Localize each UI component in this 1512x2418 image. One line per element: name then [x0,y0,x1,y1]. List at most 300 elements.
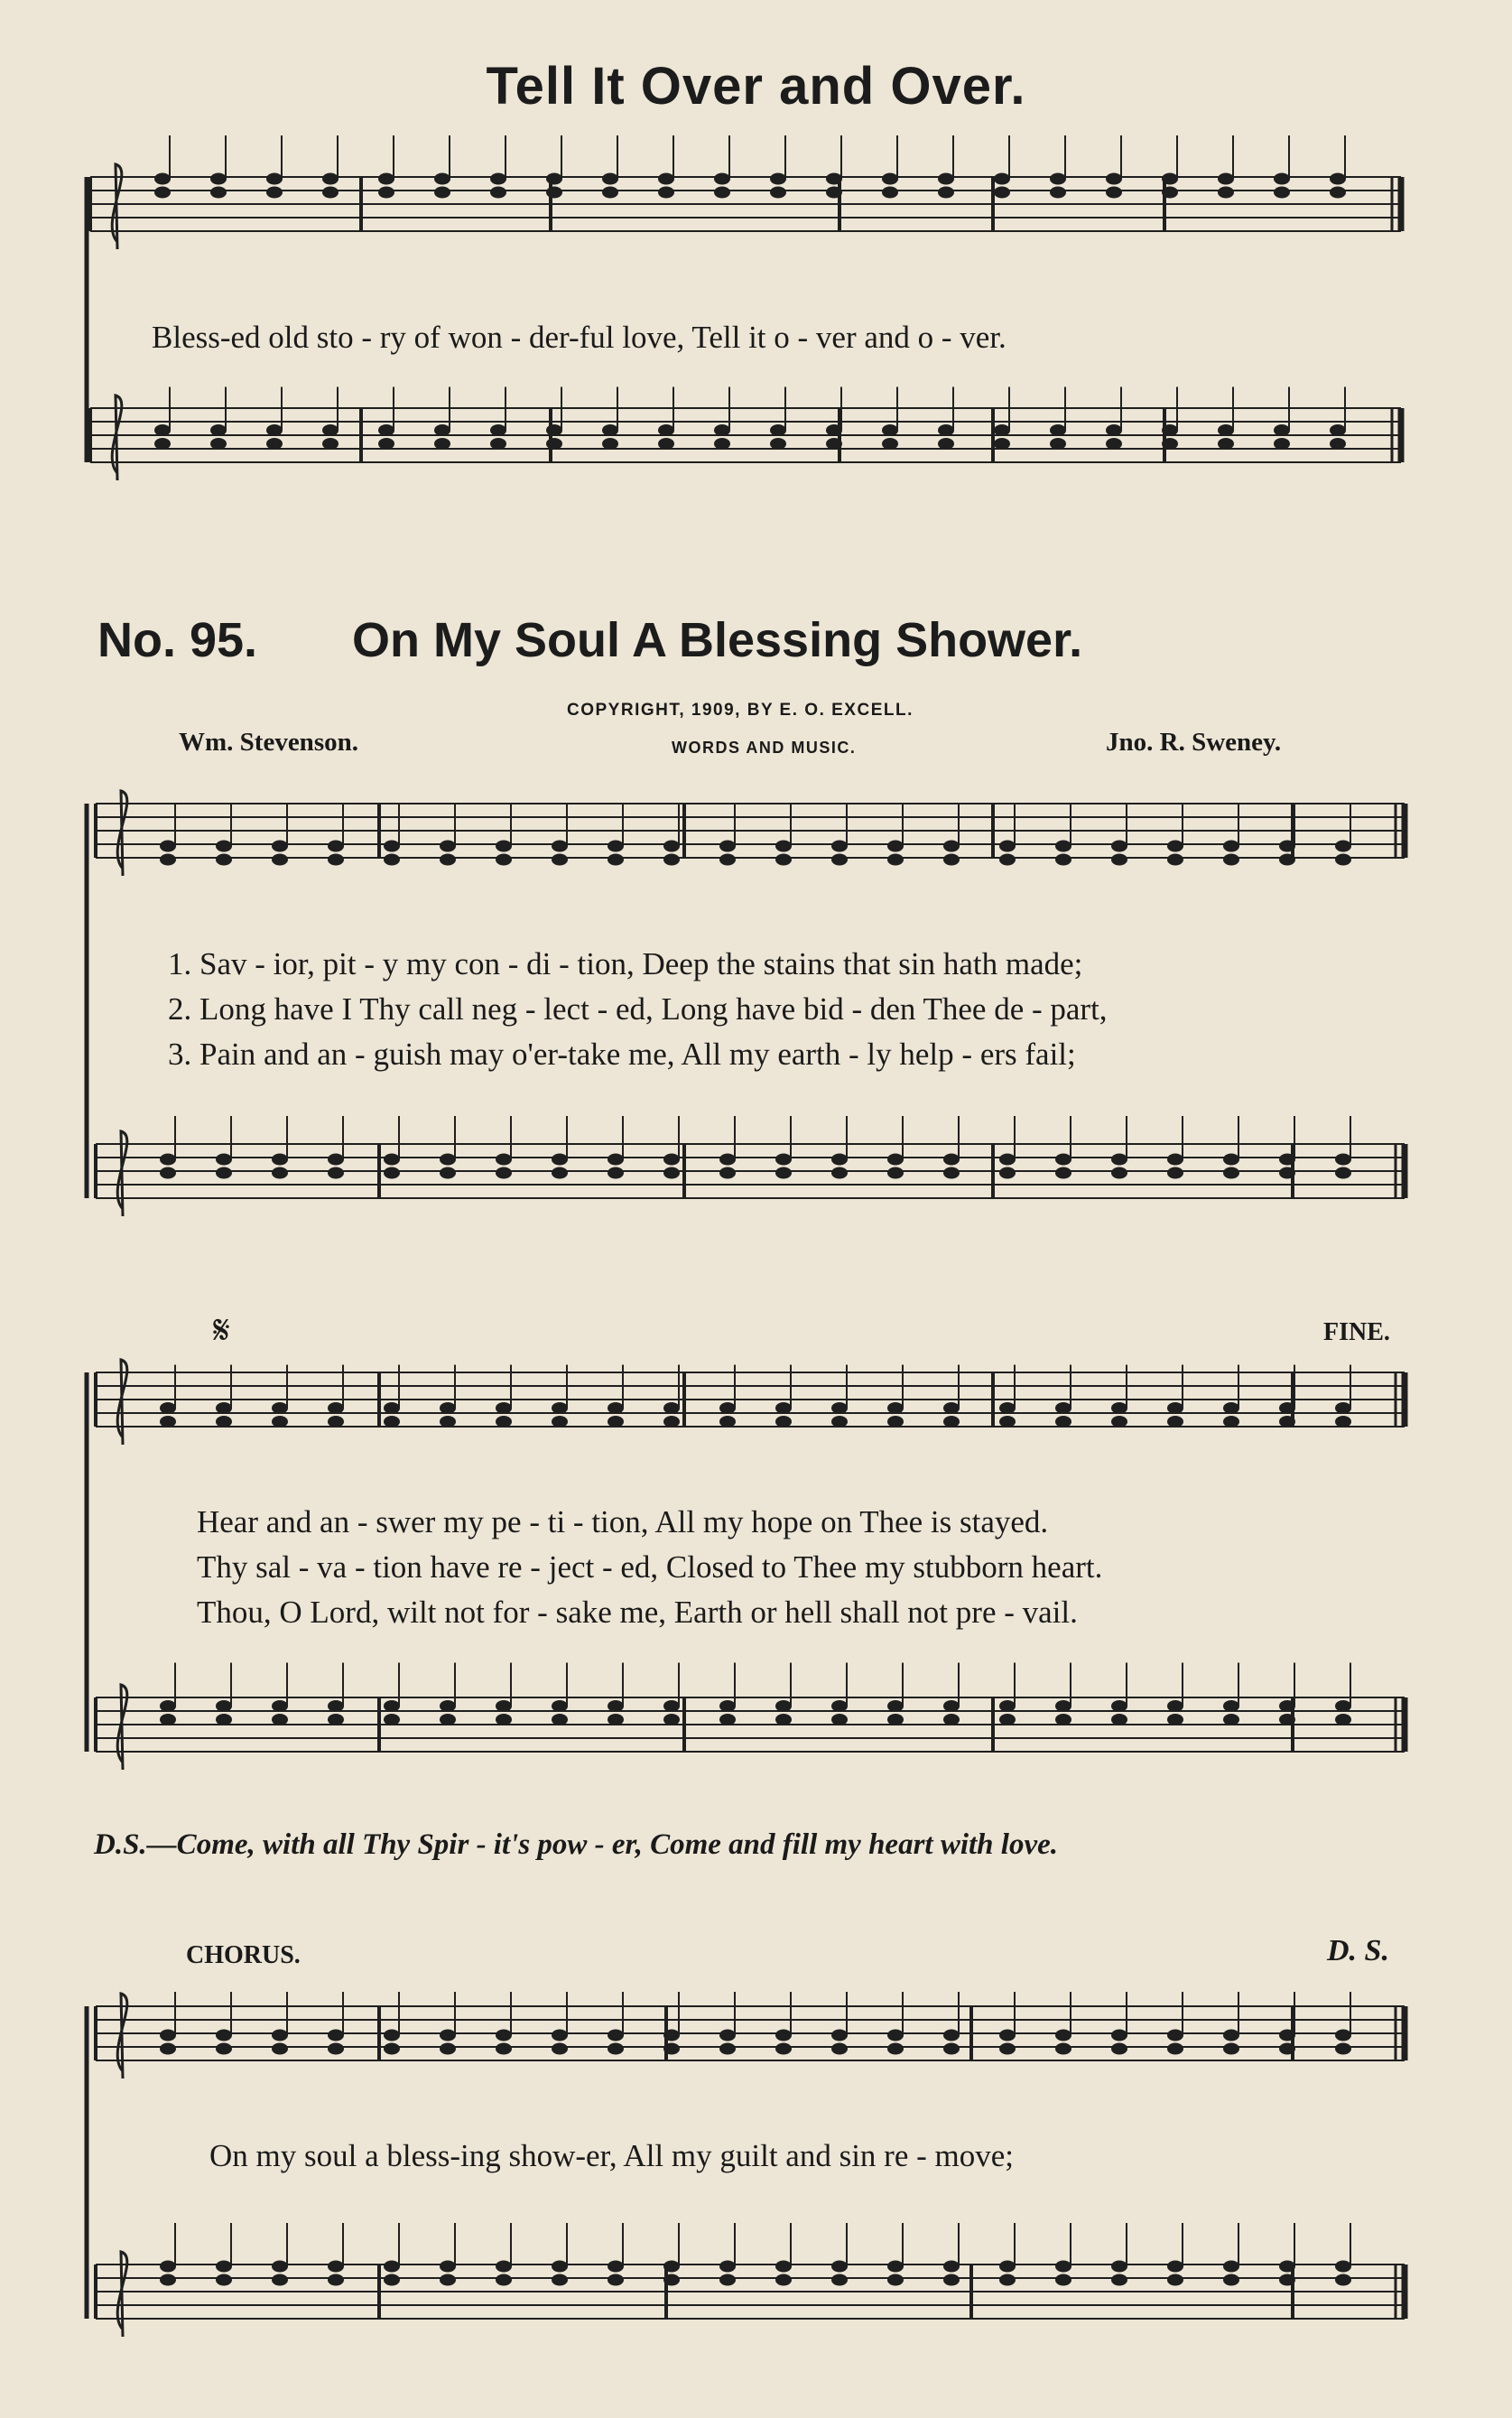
notehead [552,1416,568,1428]
notehead [943,2274,960,2286]
notehead [440,2043,456,2055]
notehead [999,841,1016,852]
verse-line-2b: Thy sal - va - tion have re - ject - ed, Closed to Thee my stubborn heart. [197,1549,1103,1585]
notehead [1050,187,1066,199]
notehead [1055,2030,1071,2041]
notehead [663,854,680,866]
notehead [1274,173,1290,185]
notehead [160,1167,176,1179]
notehead [1106,438,1122,450]
notehead [608,841,624,852]
notehead [1335,1402,1351,1414]
notehead [608,2030,624,2041]
notehead [272,2274,288,2286]
notehead [831,1714,848,1725]
notehead [775,1154,792,1166]
notehead [440,2261,456,2273]
hymn-number: No. 95. [97,613,258,667]
notehead [602,173,618,185]
notehead [160,1154,176,1166]
notehead [154,438,171,450]
notehead [1335,1700,1351,1712]
notehead [1218,187,1234,199]
notehead [216,1402,232,1414]
notehead [1111,1154,1127,1166]
notehead [608,1154,624,1166]
top-hymn-lyric: Bless-ed old sto - ry of won - der-ful love, Tell it o - ver and o - ver. [152,320,1006,355]
notehead [658,173,674,185]
notehead [384,1714,400,1725]
notehead [1218,173,1234,185]
notehead [490,173,506,185]
verse-line-1b: Hear and an - swer my pe - ti - tion, All my hope on Thee is stayed. [197,1504,1049,1539]
notehead [608,854,624,866]
notehead [552,2043,568,2055]
notehead [384,1154,400,1166]
notehead [775,841,792,852]
notehead [663,841,680,852]
notehead [831,1402,848,1414]
notehead [440,1154,456,1166]
notehead [496,1154,512,1166]
notehead [887,1402,904,1414]
notehead [938,424,954,436]
notehead [775,2043,792,2055]
notehead [1055,1402,1071,1414]
notehead [658,424,674,436]
notehead [999,1416,1016,1428]
notehead [1167,1700,1183,1712]
notehead [714,173,730,185]
chorus-label: CHORUS. [186,1941,301,1969]
notehead [994,424,1010,436]
notehead [384,1416,400,1428]
notehead [999,2261,1016,2273]
notehead [272,854,288,866]
notehead [1111,2261,1127,2273]
notehead [328,2261,344,2273]
notehead [1111,841,1127,852]
notehead [1223,854,1239,866]
notehead [496,1167,512,1179]
notehead [943,1700,960,1712]
notehead [1055,2043,1071,2055]
notehead [160,2043,176,2055]
notehead [1167,841,1183,852]
notehead [1330,438,1346,450]
verse-line-3a: 3. Pain and an - guish may o'er-take me, All my earth - ly help - ers fail; [168,1037,1076,1072]
notehead [602,187,618,199]
notehead [216,1700,232,1712]
notehead [210,424,227,436]
notehead [440,1402,456,1414]
notehead [552,1700,568,1712]
notehead [272,1167,288,1179]
notehead [328,2043,344,2055]
top-hymn-title: Tell It Over and Over. [486,57,1026,116]
notehead [882,187,898,199]
notehead [775,1700,792,1712]
notehead [552,1714,568,1725]
notehead [154,424,171,436]
notehead [160,1416,176,1428]
notehead [602,438,618,450]
notehead [496,1714,512,1725]
notehead [1335,1154,1351,1166]
notehead [831,841,848,852]
notehead [1167,2261,1183,2273]
notehead [719,1714,736,1725]
notehead [887,2043,904,2055]
notehead [1330,173,1346,185]
notehead [328,2274,344,2286]
notehead [328,1167,344,1179]
notehead [943,1402,960,1414]
notehead [999,2043,1016,2055]
notehead [938,438,954,450]
notehead [384,2274,400,2286]
notehead [1330,424,1346,436]
notehead [210,187,227,199]
ds-lyric-line: D.S.—Come, with all Thy Spir - it's pow - er, Come and fill my heart with love. [94,1828,1058,1861]
notehead [552,2030,568,2041]
notehead [1223,1402,1239,1414]
notehead [831,854,848,866]
notehead [663,1416,680,1428]
notehead [999,2274,1016,2286]
notehead [1223,841,1239,852]
notehead [272,1154,288,1166]
notehead [216,1154,232,1166]
notehead [775,1402,792,1414]
notehead [887,854,904,866]
notehead [770,173,786,185]
notehead [887,1714,904,1725]
notehead [887,2030,904,2041]
notehead [887,1167,904,1179]
notehead [496,1402,512,1414]
notehead [552,1402,568,1414]
notehead [608,2043,624,2055]
notehead [328,1700,344,1712]
notehead [1335,841,1351,852]
notehead [608,1167,624,1179]
notehead [210,173,227,185]
notehead [496,2030,512,2041]
chorus-lyric: On my soul a bless-ing show-er, All my guilt and sin re - move; [209,2138,1014,2173]
notehead [378,438,394,450]
notehead [546,438,562,450]
notehead [943,2030,960,2041]
notehead [719,1154,736,1166]
notehead [328,1154,344,1166]
notehead [216,1714,232,1725]
notehead [1055,2274,1071,2286]
notehead [775,2261,792,2273]
notehead [1335,2274,1351,2286]
notehead [160,1402,176,1414]
notehead [216,2043,232,2055]
notehead [943,1154,960,1166]
notehead [378,187,394,199]
notehead [887,1700,904,1712]
notehead [552,2274,568,2286]
notehead [384,1700,400,1712]
notehead [546,424,562,436]
notehead [552,1167,568,1179]
author-credit: Wm. Stevenson. [179,728,358,757]
notehead [384,2043,400,2055]
notehead [719,1700,736,1712]
notehead [272,2043,288,2055]
notehead [1111,2030,1127,2041]
notehead [378,173,394,185]
notehead [216,1167,232,1179]
notehead [1223,1416,1239,1428]
notehead [719,1416,736,1428]
notehead [1335,1714,1351,1725]
notehead [1335,1416,1351,1428]
notehead [1111,1402,1127,1414]
notehead [496,854,512,866]
notehead [378,424,394,436]
notehead [999,2030,1016,2041]
notehead [328,854,344,866]
notehead [943,2261,960,2273]
notehead [714,187,730,199]
notehead [154,173,171,185]
notehead [719,2274,736,2286]
notehead [1335,2030,1351,2041]
notehead [719,2043,736,2055]
notehead [322,187,339,199]
notehead [434,424,450,436]
notehead [831,1416,848,1428]
segno-sign: 𝄋 [213,1308,230,1353]
notehead [1055,1700,1071,1712]
notehead [1111,1700,1127,1712]
notehead [160,841,176,852]
notehead [160,854,176,866]
notehead [994,187,1010,199]
notehead [943,841,960,852]
rights-notice: WORDS AND MUSIC. [672,739,857,757]
notehead [272,2261,288,2273]
notehead [887,2261,904,2273]
notehead [663,1167,680,1179]
notehead [663,1714,680,1725]
notehead [160,2030,176,2041]
notehead [160,2261,176,2273]
notehead [1106,173,1122,185]
notehead [384,2261,400,2273]
notehead [328,1416,344,1428]
notehead [1167,1416,1183,1428]
notehead [440,1416,456,1428]
notehead [490,187,506,199]
notehead [602,424,618,436]
notehead [160,1714,176,1725]
notehead [1111,1167,1127,1179]
notehead [1223,1700,1239,1712]
notehead [994,438,1010,450]
notehead [938,187,954,199]
notehead [384,854,400,866]
notehead [831,1167,848,1179]
notehead [943,1714,960,1725]
notehead [552,841,568,852]
notehead [775,1714,792,1725]
notehead [882,438,898,450]
notehead [663,1402,680,1414]
notehead [546,187,562,199]
notehead [1106,187,1122,199]
notehead [328,2030,344,2041]
notehead [658,438,674,450]
notehead [552,854,568,866]
notehead [1223,1154,1239,1166]
notehead [440,2274,456,2286]
notehead [272,1714,288,1725]
notehead [1055,841,1071,852]
notehead [831,1700,848,1712]
notehead [999,1402,1016,1414]
notehead [608,1700,624,1712]
notehead [831,2030,848,2041]
notehead [266,424,283,436]
verse-line-1a: 1. Sav - ior, pit - y my con - di - tion, Deep the stains that sin hath made; [168,946,1083,981]
notehead [1050,173,1066,185]
notehead [887,841,904,852]
notehead [496,2043,512,2055]
notehead [1055,1416,1071,1428]
notehead [943,1416,960,1428]
notehead [496,1416,512,1428]
notehead [658,187,674,199]
notehead [714,438,730,450]
notehead [328,841,344,852]
notehead [831,2274,848,2286]
notehead [1274,424,1290,436]
notehead [608,1402,624,1414]
notehead [496,2261,512,2273]
notehead [1111,1416,1127,1428]
notehead [1055,854,1071,866]
notehead [943,854,960,866]
notehead [770,438,786,450]
notehead [887,1154,904,1166]
notehead [216,1416,232,1428]
notehead [663,1700,680,1712]
notehead [1111,1714,1127,1725]
notehead [546,173,562,185]
notehead [384,2030,400,2041]
notehead [943,2043,960,2055]
notehead [831,2261,848,2273]
notehead [719,1167,736,1179]
notehead [266,438,283,450]
notehead [434,187,450,199]
notehead [608,1416,624,1428]
notehead [608,2261,624,2273]
fine-mark: FINE. [1323,1318,1390,1346]
notehead [216,2261,232,2273]
notehead [384,841,400,852]
notehead [663,1154,680,1166]
notehead [999,1167,1016,1179]
notehead [322,424,339,436]
notehead [1167,1154,1183,1166]
notehead [1111,2274,1127,2286]
notehead [322,173,339,185]
notehead [999,1714,1016,1725]
notehead [440,1714,456,1725]
notehead [434,438,450,450]
notehead [160,2274,176,2286]
notehead [938,173,954,185]
notehead [882,173,898,185]
notehead [882,424,898,436]
notehead [1055,1167,1071,1179]
notehead [272,1416,288,1428]
notehead [1055,2261,1071,2273]
notehead [719,1402,736,1414]
notehead [1167,2043,1183,2055]
notehead [1274,187,1290,199]
notehead [775,2274,792,2286]
notehead [608,1714,624,1725]
notehead [440,1700,456,1712]
notehead [1335,2043,1351,2055]
notehead [1223,2261,1239,2273]
notehead [887,2274,904,2286]
notehead [887,1416,904,1428]
notehead [440,2030,456,2041]
notehead [1111,2043,1127,2055]
notehead [831,2043,848,2055]
notehead [1167,1402,1183,1414]
notehead [775,854,792,866]
notehead [552,1154,568,1166]
notehead [714,424,730,436]
notehead [1223,2274,1239,2286]
notehead [272,841,288,852]
notehead [1223,1714,1239,1725]
notehead [328,1714,344,1725]
notehead [216,2030,232,2041]
notehead [1335,2261,1351,2273]
notehead [1167,1714,1183,1725]
notehead [999,1154,1016,1166]
notehead [1055,1714,1071,1725]
notehead [1218,438,1234,450]
notehead [999,1700,1016,1712]
notehead [1167,2030,1183,2041]
notehead [272,1402,288,1414]
notehead [1050,424,1066,436]
notehead [210,438,227,450]
notehead [496,841,512,852]
verse-line-3b: Thou, O Lord, wilt not for - sake me, Earth or hell shall not pre - vail. [197,1595,1078,1630]
notehead [272,1700,288,1712]
notehead [999,854,1016,866]
notehead [384,1402,400,1414]
notehead [322,438,339,450]
notehead [154,187,171,199]
hymn-title: On My Soul A Blessing Shower. [352,613,1083,667]
notehead [266,173,283,185]
notehead [1223,1167,1239,1179]
